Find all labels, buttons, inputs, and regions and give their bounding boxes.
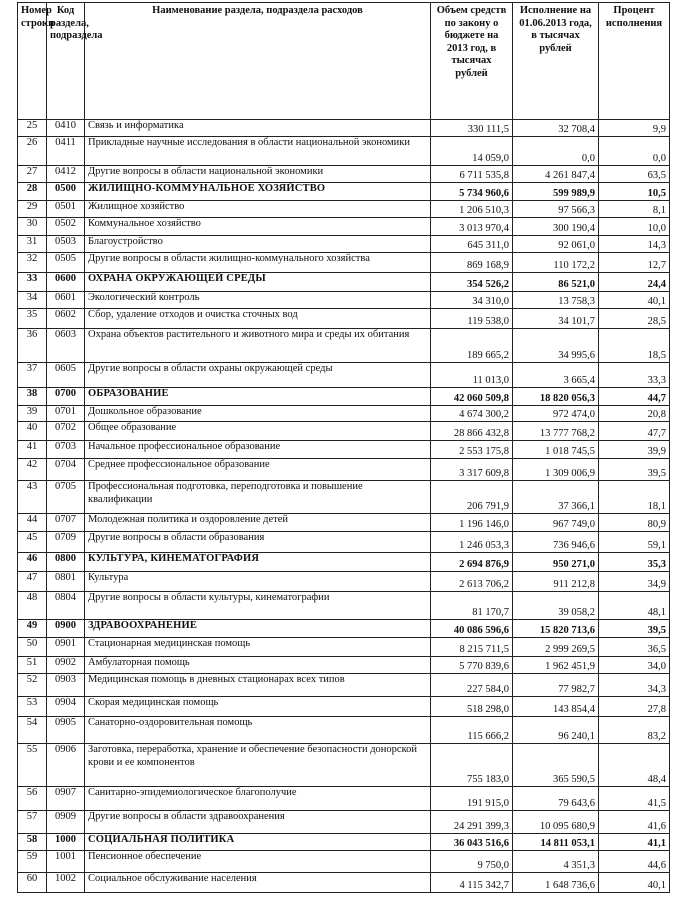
budget-cell: 14 059,0 [431, 137, 513, 166]
percent-cell: 34,0 [599, 657, 670, 674]
name-cell: Молодежная политика и оздоровление детей [85, 514, 431, 532]
percent-cell: 18,5 [599, 329, 670, 363]
percent-cell: 9,9 [599, 120, 670, 137]
row-number-cell: 46 [18, 553, 47, 572]
table-row [18, 236, 670, 253]
percent-cell: 28,5 [599, 309, 670, 329]
table-row [18, 137, 670, 166]
table-row [18, 572, 670, 592]
row-number-cell: 42 [18, 459, 47, 481]
execution-cell: 3 665,4 [513, 363, 599, 388]
code-cell: 0411 [47, 137, 85, 166]
execution-cell: 18 820 056,3 [513, 388, 599, 406]
row-number-cell: 34 [18, 292, 47, 309]
table-row [18, 873, 670, 893]
budget-cell: 2 613 706,2 [431, 572, 513, 592]
budget-cell: 36 043 516,6 [431, 834, 513, 851]
header-execution: Исполнение на 01.06.2013 года, в тысячах рублей [513, 3, 599, 120]
budget-cell: 755 183,0 [431, 744, 513, 787]
name-cell: Амбулаторная помощь [85, 657, 431, 674]
execution-cell: 97 566,3 [513, 201, 599, 218]
name-cell: ОБРАЗОВАНИЕ [85, 388, 431, 406]
budget-cell: 115 666,2 [431, 717, 513, 744]
table-row [18, 851, 670, 873]
code-cell: 0703 [47, 441, 85, 459]
row-number-cell: 54 [18, 717, 47, 744]
table-row [18, 273, 670, 292]
execution-cell: 34 995,6 [513, 329, 599, 363]
table-row [18, 553, 670, 572]
name-cell: Другие вопросы в области национальной экономики [85, 166, 431, 183]
code-cell: 0502 [47, 218, 85, 236]
execution-cell: 34 101,7 [513, 309, 599, 329]
budget-cell: 1 246 053,3 [431, 532, 513, 553]
table-row [18, 183, 670, 201]
budget-cell: 518 298,0 [431, 697, 513, 717]
budget-cell: 330 111,5 [431, 120, 513, 137]
table-row [18, 674, 670, 697]
name-cell: ЗДРАВООХРАНЕНИЕ [85, 620, 431, 638]
row-number-cell: 51 [18, 657, 47, 674]
name-cell: Стационарная медицинская помощь [85, 638, 431, 657]
code-cell: 0705 [47, 481, 85, 514]
table-row [18, 329, 670, 363]
name-cell: ЖИЛИЩНО-КОММУНАЛЬНОЕ ХОЗЯЙСТВО [85, 183, 431, 201]
code-cell: 0903 [47, 674, 85, 697]
budget-cell: 40 086 596,6 [431, 620, 513, 638]
percent-cell: 8,1 [599, 201, 670, 218]
name-cell: Другие вопросы в области жилищно-коммунального хозяйства [85, 253, 431, 273]
code-cell: 0704 [47, 459, 85, 481]
percent-cell: 48,4 [599, 744, 670, 787]
execution-cell: 4 351,3 [513, 851, 599, 873]
table-row [18, 717, 670, 744]
code-cell: 0801 [47, 572, 85, 592]
percent-cell: 12,7 [599, 253, 670, 273]
name-cell: Общее образование [85, 422, 431, 441]
percent-cell: 27,8 [599, 697, 670, 717]
row-number-cell: 48 [18, 592, 47, 620]
percent-cell: 24,4 [599, 273, 670, 292]
execution-cell: 950 271,0 [513, 553, 599, 572]
name-cell: Дошкольное образование [85, 406, 431, 422]
name-cell: Социальное обслуживание населения [85, 873, 431, 893]
code-cell: 0800 [47, 553, 85, 572]
execution-cell: 92 061,0 [513, 236, 599, 253]
table-row [18, 406, 670, 422]
budget-cell: 8 215 711,5 [431, 638, 513, 657]
name-cell: Скорая медицинская помощь [85, 697, 431, 717]
code-cell: 0905 [47, 717, 85, 744]
budget-cell: 354 526,2 [431, 273, 513, 292]
table-row [18, 166, 670, 183]
budget-cell: 11 013,0 [431, 363, 513, 388]
table-row [18, 120, 670, 137]
row-number-cell: 50 [18, 638, 47, 657]
row-number-cell: 37 [18, 363, 47, 388]
code-cell: 0804 [47, 592, 85, 620]
table-header-row [18, 3, 670, 120]
name-cell: Сбор, удаление отходов и очистка сточных вод [85, 309, 431, 329]
table-row [18, 441, 670, 459]
header-budget: Объем средств по закону о бюджете на 2013 год, в тысячах рублей [431, 3, 513, 120]
table-row [18, 638, 670, 657]
row-number-cell: 28 [18, 183, 47, 201]
budget-cell: 81 170,7 [431, 592, 513, 620]
execution-cell: 972 474,0 [513, 406, 599, 422]
name-cell: Другие вопросы в области здравоохранения [85, 811, 431, 834]
code-cell: 1002 [47, 873, 85, 893]
percent-cell: 63,5 [599, 166, 670, 183]
code-cell: 0602 [47, 309, 85, 329]
budget-cell: 119 538,0 [431, 309, 513, 329]
code-cell: 0700 [47, 388, 85, 406]
row-number-cell: 43 [18, 481, 47, 514]
code-cell: 0601 [47, 292, 85, 309]
table-row [18, 201, 670, 218]
budget-cell: 4 115 342,7 [431, 873, 513, 893]
execution-cell: 1 962 451,9 [513, 657, 599, 674]
table-body [18, 120, 670, 893]
code-cell: 0904 [47, 697, 85, 717]
percent-cell: 39,9 [599, 441, 670, 459]
table-row [18, 388, 670, 406]
code-cell: 0909 [47, 811, 85, 834]
execution-cell: 96 240,1 [513, 717, 599, 744]
row-number-cell: 60 [18, 873, 47, 893]
percent-cell: 44,7 [599, 388, 670, 406]
code-cell: 0410 [47, 120, 85, 137]
row-number-cell: 36 [18, 329, 47, 363]
table-row [18, 834, 670, 851]
code-cell: 0906 [47, 744, 85, 787]
name-cell: Другие вопросы в области образования [85, 532, 431, 553]
percent-cell: 40,1 [599, 873, 670, 893]
table-row [18, 309, 670, 329]
row-number-cell: 45 [18, 532, 47, 553]
header-row-number: Номер строки [18, 3, 47, 120]
row-number-cell: 31 [18, 236, 47, 253]
percent-cell: 34,9 [599, 572, 670, 592]
name-cell: Заготовка, переработка, хранение и обеспечение безопасности донорской крови и ее компонентов [85, 744, 431, 787]
budget-cell: 6 711 535,8 [431, 166, 513, 183]
execution-cell: 1 018 745,5 [513, 441, 599, 459]
budget-cell: 42 060 509,8 [431, 388, 513, 406]
name-cell: Благоустройство [85, 236, 431, 253]
code-cell: 0503 [47, 236, 85, 253]
budget-cell: 1 206 510,3 [431, 201, 513, 218]
name-cell: ОХРАНА ОКРУЖАЮЩЕЙ СРЕДЫ [85, 273, 431, 292]
execution-cell: 32 708,4 [513, 120, 599, 137]
percent-cell: 44,6 [599, 851, 670, 873]
table-row [18, 514, 670, 532]
execution-cell: 365 590,5 [513, 744, 599, 787]
row-number-cell: 40 [18, 422, 47, 441]
percent-cell: 14,3 [599, 236, 670, 253]
budget-cell: 4 674 300,2 [431, 406, 513, 422]
row-number-cell: 35 [18, 309, 47, 329]
budget-cell: 34 310,0 [431, 292, 513, 309]
code-cell: 0707 [47, 514, 85, 532]
execution-cell: 13 758,3 [513, 292, 599, 309]
name-cell: Профессиональная подготовка, переподготовка и повышение квалификации [85, 481, 431, 514]
table-row [18, 422, 670, 441]
row-number-cell: 44 [18, 514, 47, 532]
budget-cell: 28 866 432,8 [431, 422, 513, 441]
table-row [18, 292, 670, 309]
table-row [18, 218, 670, 236]
row-number-cell: 39 [18, 406, 47, 422]
execution-cell: 911 212,8 [513, 572, 599, 592]
row-number-cell: 58 [18, 834, 47, 851]
percent-cell: 83,2 [599, 717, 670, 744]
code-cell: 0505 [47, 253, 85, 273]
table-row [18, 481, 670, 514]
execution-cell: 1 309 006,9 [513, 459, 599, 481]
execution-cell: 4 261 847,4 [513, 166, 599, 183]
execution-cell: 77 982,7 [513, 674, 599, 697]
code-cell: 1000 [47, 834, 85, 851]
budget-cell: 189 665,2 [431, 329, 513, 363]
row-number-cell: 47 [18, 572, 47, 592]
execution-cell: 736 946,6 [513, 532, 599, 553]
code-cell: 0600 [47, 273, 85, 292]
execution-cell: 79 643,6 [513, 787, 599, 811]
name-cell: Пенсионное обеспечение [85, 851, 431, 873]
execution-cell: 37 366,1 [513, 481, 599, 514]
row-number-cell: 25 [18, 120, 47, 137]
name-cell: Медицинская помощь в дневных стационарах всех типов [85, 674, 431, 697]
execution-cell: 300 190,4 [513, 218, 599, 236]
percent-cell: 0,0 [599, 137, 670, 166]
percent-cell: 41,5 [599, 787, 670, 811]
code-cell: 0901 [47, 638, 85, 657]
execution-cell: 13 777 768,2 [513, 422, 599, 441]
budget-cell: 9 750,0 [431, 851, 513, 873]
name-cell: Экологический контроль [85, 292, 431, 309]
name-cell: Другие вопросы в области культуры, кинематографии [85, 592, 431, 620]
row-number-cell: 56 [18, 787, 47, 811]
budget-cell: 869 168,9 [431, 253, 513, 273]
table-row [18, 620, 670, 638]
table-row [18, 253, 670, 273]
execution-cell: 15 820 713,6 [513, 620, 599, 638]
name-cell: КУЛЬТУРА, КИНЕМАТОГРАФИЯ [85, 553, 431, 572]
budget-cell: 206 791,9 [431, 481, 513, 514]
percent-cell: 10,0 [599, 218, 670, 236]
budget-cell: 24 291 399,3 [431, 811, 513, 834]
code-cell: 0500 [47, 183, 85, 201]
row-number-cell: 29 [18, 201, 47, 218]
percent-cell: 18,1 [599, 481, 670, 514]
percent-cell: 39,5 [599, 620, 670, 638]
percent-cell: 40,1 [599, 292, 670, 309]
percent-cell: 10,5 [599, 183, 670, 201]
percent-cell: 48,1 [599, 592, 670, 620]
name-cell: Санаторно-оздоровительная помощь [85, 717, 431, 744]
row-number-cell: 49 [18, 620, 47, 638]
header-name: Наименование раздела, подраздела расходов [85, 3, 431, 120]
budget-cell: 227 584,0 [431, 674, 513, 697]
row-number-cell: 52 [18, 674, 47, 697]
name-cell: Коммунальное хозяйство [85, 218, 431, 236]
row-number-cell: 55 [18, 744, 47, 787]
name-cell: Прикладные научные исследования в области национальной экономики [85, 137, 431, 166]
header-code: Код раздела, подраздела [47, 3, 85, 120]
code-cell: 0907 [47, 787, 85, 811]
execution-cell: 10 095 680,9 [513, 811, 599, 834]
percent-cell: 41,6 [599, 811, 670, 834]
budget-cell: 1 196 146,0 [431, 514, 513, 532]
code-cell: 0900 [47, 620, 85, 638]
row-number-cell: 30 [18, 218, 47, 236]
row-number-cell: 32 [18, 253, 47, 273]
budget-cell: 3 013 970,4 [431, 218, 513, 236]
table-row [18, 592, 670, 620]
execution-cell: 110 172,2 [513, 253, 599, 273]
code-cell: 0603 [47, 329, 85, 363]
table-row [18, 363, 670, 388]
table-row [18, 657, 670, 674]
percent-cell: 41,1 [599, 834, 670, 851]
percent-cell: 80,9 [599, 514, 670, 532]
table-row [18, 532, 670, 553]
percent-cell: 47,7 [599, 422, 670, 441]
name-cell: Санитарно-эпидемиологическое благополучие [85, 787, 431, 811]
name-cell: Связь и информатика [85, 120, 431, 137]
budget-cell: 2 553 175,8 [431, 441, 513, 459]
budget-cell: 3 317 609,8 [431, 459, 513, 481]
table-row [18, 697, 670, 717]
execution-cell: 14 811 053,1 [513, 834, 599, 851]
header-percent: Процент исполнения [599, 3, 670, 120]
table-row [18, 811, 670, 834]
row-number-cell: 26 [18, 137, 47, 166]
row-number-cell: 27 [18, 166, 47, 183]
execution-cell: 0,0 [513, 137, 599, 166]
code-cell: 0902 [47, 657, 85, 674]
code-cell: 0709 [47, 532, 85, 553]
name-cell: Охрана объектов растительного и животного мира и среды их обитания [85, 329, 431, 363]
execution-cell: 86 521,0 [513, 273, 599, 292]
name-cell: СОЦИАЛЬНАЯ ПОЛИТИКА [85, 834, 431, 851]
percent-cell: 35,3 [599, 553, 670, 572]
name-cell: Начальное профессиональное образование [85, 441, 431, 459]
budget-execution-table [17, 2, 670, 893]
execution-cell: 143 854,4 [513, 697, 599, 717]
percent-cell: 33,3 [599, 363, 670, 388]
name-cell: Культура [85, 572, 431, 592]
code-cell: 0701 [47, 406, 85, 422]
execution-cell: 1 648 736,6 [513, 873, 599, 893]
percent-cell: 39,5 [599, 459, 670, 481]
execution-cell: 39 058,2 [513, 592, 599, 620]
name-cell: Другие вопросы в области охраны окружающей среды [85, 363, 431, 388]
budget-cell: 191 915,0 [431, 787, 513, 811]
row-number-cell: 53 [18, 697, 47, 717]
row-number-cell: 38 [18, 388, 47, 406]
code-cell: 1001 [47, 851, 85, 873]
table-row [18, 787, 670, 811]
percent-cell: 59,1 [599, 532, 670, 553]
code-cell: 0501 [47, 201, 85, 218]
table-row [18, 459, 670, 481]
code-cell: 0605 [47, 363, 85, 388]
row-number-cell: 41 [18, 441, 47, 459]
row-number-cell: 33 [18, 273, 47, 292]
row-number-cell: 59 [18, 851, 47, 873]
row-number-cell: 57 [18, 811, 47, 834]
code-cell: 0412 [47, 166, 85, 183]
name-cell: Среднее профессиональное образование [85, 459, 431, 481]
percent-cell: 34,3 [599, 674, 670, 697]
budget-cell: 5 770 839,6 [431, 657, 513, 674]
code-cell: 0702 [47, 422, 85, 441]
table-row [18, 744, 670, 787]
execution-cell: 967 749,0 [513, 514, 599, 532]
budget-cell: 5 734 960,6 [431, 183, 513, 201]
name-cell: Жилищное хозяйство [85, 201, 431, 218]
percent-cell: 36,5 [599, 638, 670, 657]
percent-cell: 20,8 [599, 406, 670, 422]
budget-cell: 645 311,0 [431, 236, 513, 253]
budget-cell: 2 694 876,9 [431, 553, 513, 572]
execution-cell: 599 989,9 [513, 183, 599, 201]
execution-cell: 2 999 269,5 [513, 638, 599, 657]
